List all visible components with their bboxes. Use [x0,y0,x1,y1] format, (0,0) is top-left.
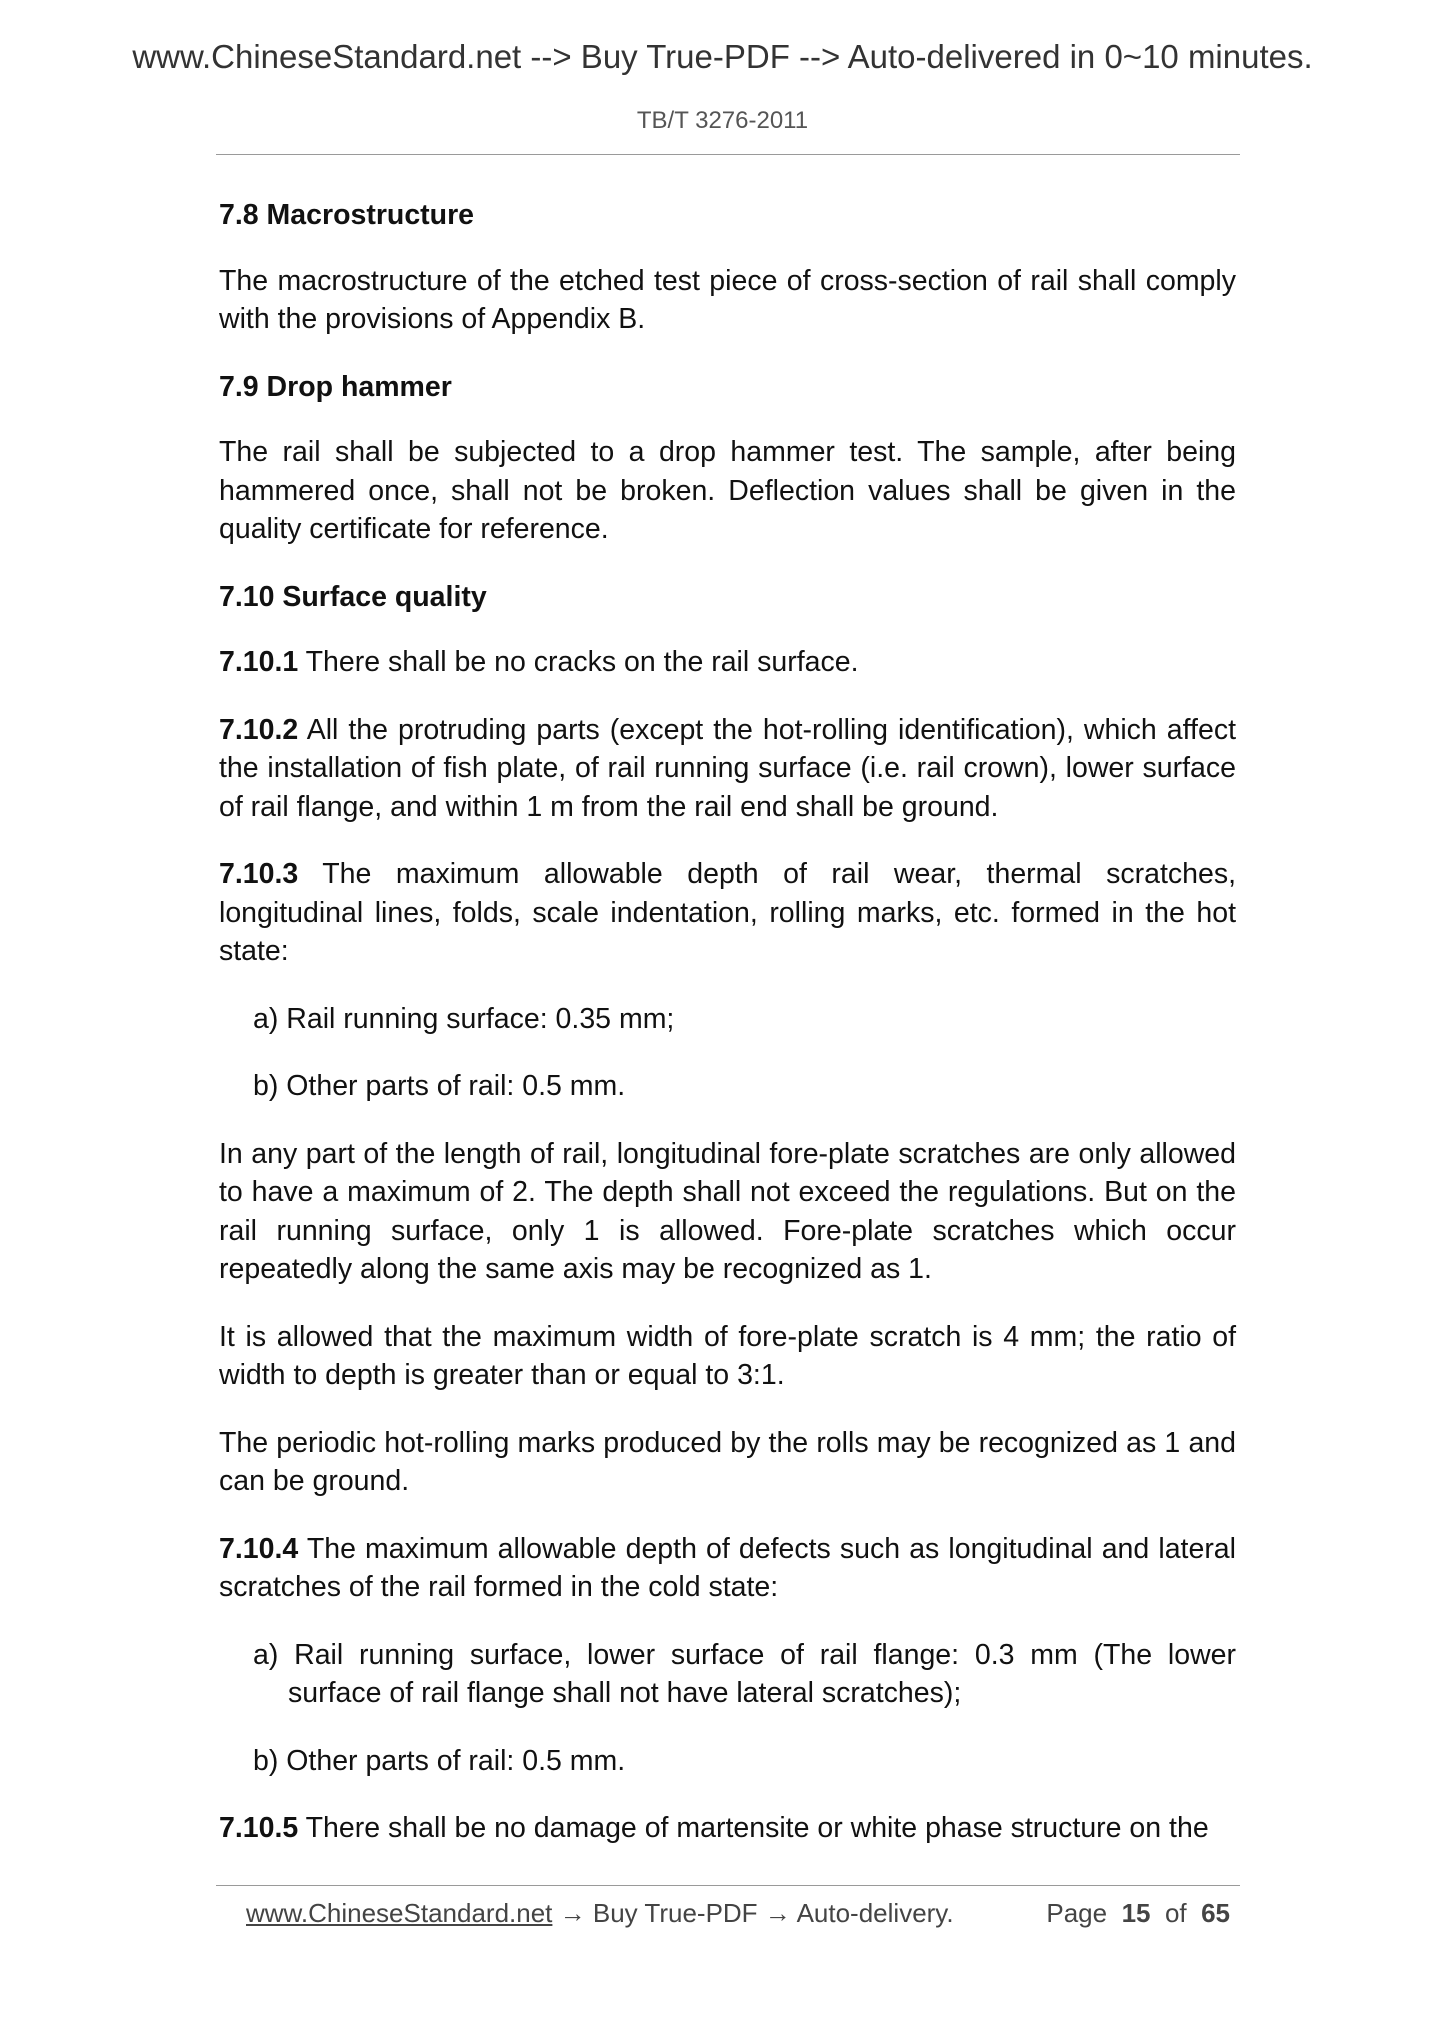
paragraph-7-9: The rail shall be subjected to a drop hammer test. The sample, after being hammered once, shall not be broken. Deflection values shall be given in the quality certificate for reference. [219,436,1236,545]
page-number [1046,1898,1230,1929]
section-heading-7-8: 7.8 Macrostructure [219,199,475,231]
footer-divider [216,1885,1240,1886]
paragraph-periodic: The periodic hot-rolling marks produced by the rolls may be recognized as 1 and can be ground. [219,1426,1236,1497]
clause-number: 7.10.3 [219,858,299,890]
clause-text: All the protruding parts (except the hot-rolling identification), which affect the installation of fish plate, of rail running surface (i.e. rail crown), lower surface of rail flange, and within 1 m from the rail end shall be ground. [219,713,1236,823]
paragraph-fore-plate: In any part of the length of rail, longitudinal fore-plate scratches are only allowed to have a maximum of 2. The depth shall not exceed the regulations. But on the rail running surface, only 1 is allowed. Fore-plate scratches which occur repeatedly along the same axis may be recognized as 1. [219,1137,1236,1285]
clause-text: There shall be no cracks on the rail surface. [298,646,859,678]
clause-number: 7.10.5 [219,1812,299,1844]
document-body [219,196,1236,1877]
current-page: 15 [1121,1898,1151,1928]
paragraph-7-8: The macrostructure of the etched test piece of cross-section of rail shall comply with the provisions of Appendix B. [219,264,1236,335]
section-heading-7-10: 7.10 Surface quality [219,580,487,613]
clause-number: 7.10.1 [219,646,299,678]
header-banner: www.ChineseStandard.net --> Buy True-PDF --> Auto-delivered in 0~10 minutes. [132,38,1313,75]
clause-7-10-3 [219,855,1236,971]
clause-7-10-2 [219,711,1236,827]
footer-promo-text: → Buy True-PDF → Auto-delivery. [552,1898,954,1928]
clause-7-10-1 [219,643,1236,682]
clause-text: There shall be no damage of martensite or white phase structure on the [298,1812,1209,1844]
footer-promo [246,1898,954,1929]
of-label: of [1164,1898,1187,1928]
list-item-7-10-4-a: a) Rail running surface, lower surface of rail flange: 0.3 mm (The lower surface of rail flange shall not have lateral scratches); [253,1638,1236,1709]
section-heading-7-9: 7.9 Drop hammer [219,370,452,403]
page-label: Page [1046,1898,1108,1928]
list-item-7-10-3-b: b) Other parts of rail: 0.5 mm. [253,1070,626,1102]
header-divider [216,154,1240,155]
list-item-7-10-3-a: a) Rail running surface: 0.35 mm; [253,1002,675,1035]
list-item-7-10-4-b: b) Other parts of rail: 0.5 mm. [253,1744,626,1777]
clause-text: The maximum allowable depth of defects such as longitudinal and lateral scratches of the rail formed in the cold state: [219,1532,1236,1603]
document-id: TB/T 3276-2011 [636,107,809,134]
clause-number: 7.10.2 [219,713,299,746]
clause-text: The maximum allowable depth of rail wear, thermal scratches, longitudinal lines, folds, scale indentation, rolling marks, etc. formed in the hot state: [219,858,1236,967]
clause-number: 7.10.4 [219,1532,299,1565]
clause-7-10-5 [219,1809,1236,1848]
clause-7-10-4 [219,1530,1236,1607]
total-pages: 65 [1201,1898,1230,1928]
paragraph-width: It is allowed that the maximum width of fore-plate scratch is 4 mm; the ratio of width to depth is greater than or equal to 3:1. [219,1320,1236,1391]
footer-link[interactable]: www.ChineseStandard.net [246,1898,553,1928]
